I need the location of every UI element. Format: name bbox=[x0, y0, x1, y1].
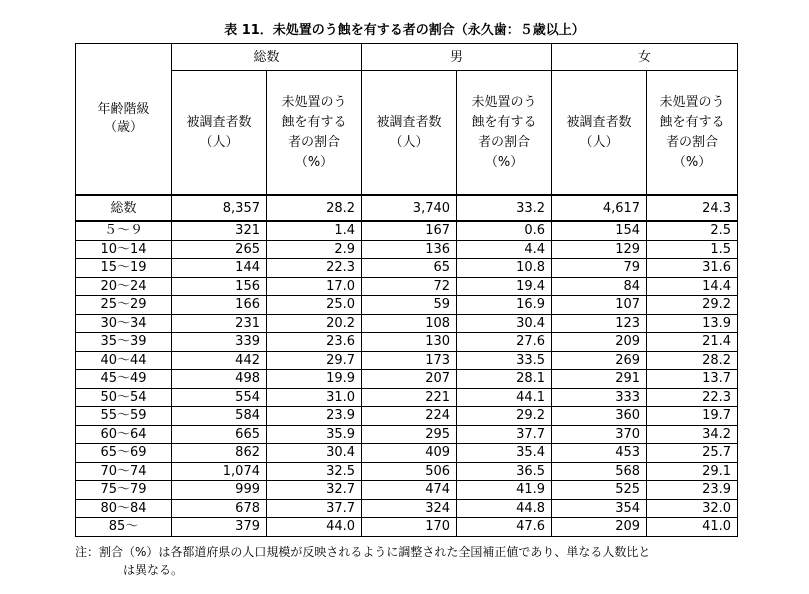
age-group-cell: 35～39 bbox=[76, 333, 172, 352]
examinees-cell: 665 bbox=[172, 425, 267, 444]
examinees-cell: 1,074 bbox=[172, 462, 267, 481]
examinees-header-line: （人） bbox=[579, 134, 619, 150]
age-group-cell: ５～９ bbox=[76, 221, 172, 240]
ratio-cell: 2.5 bbox=[647, 221, 738, 240]
examinees-cell: 129 bbox=[552, 240, 647, 259]
ratio-cell: 24.3 bbox=[647, 195, 738, 221]
ratio-cell: 2.9 bbox=[267, 240, 362, 259]
ratio-cell: 34.2 bbox=[647, 425, 738, 444]
table-row bbox=[76, 240, 738, 259]
table-title: 表 11．未処置のう蝕を有する者の割合（永久歯：５歳以上） bbox=[224, 23, 585, 38]
ratio-cell: 21.4 bbox=[647, 333, 738, 352]
ratio-header-line: （%） bbox=[294, 154, 334, 170]
examinees-cell: 108 bbox=[362, 314, 457, 333]
ratio-cell: 41.0 bbox=[647, 518, 738, 537]
examinees-cell: 130 bbox=[362, 333, 457, 352]
ratio-cell: 37.7 bbox=[267, 499, 362, 518]
examinees-cell: 79 bbox=[552, 259, 647, 278]
ratio-cell: 29.2 bbox=[457, 407, 552, 426]
ratio-cell: 27.6 bbox=[457, 333, 552, 352]
ratio-cell: 31.0 bbox=[267, 388, 362, 407]
examinees-cell: 209 bbox=[552, 518, 647, 537]
table-row bbox=[76, 425, 738, 444]
ratio-cell: 23.9 bbox=[267, 407, 362, 426]
examinees-cell: 123 bbox=[552, 314, 647, 333]
table-row bbox=[76, 462, 738, 481]
ratio-cell: 20.2 bbox=[267, 314, 362, 333]
examinees-cell: 154 bbox=[552, 221, 647, 240]
examinees-cell: 453 bbox=[552, 444, 647, 463]
examinees-cell: 65 bbox=[362, 259, 457, 278]
ratio-cell: 31.6 bbox=[647, 259, 738, 278]
examinees-cell: 8,357 bbox=[172, 195, 267, 221]
examinees-cell: 4,617 bbox=[552, 195, 647, 221]
age-group-header-unit: （歳） bbox=[103, 120, 143, 135]
table-row bbox=[76, 444, 738, 463]
table-row bbox=[76, 221, 738, 240]
examinees-cell: 474 bbox=[362, 481, 457, 500]
ratio-cell: 30.4 bbox=[267, 444, 362, 463]
age-group-cell: 25～29 bbox=[76, 296, 172, 315]
examinees-cell: 207 bbox=[362, 370, 457, 389]
examinees-cell: 295 bbox=[362, 425, 457, 444]
ratio-cell: 33.5 bbox=[457, 351, 552, 370]
examinees-cell: 498 bbox=[172, 370, 267, 389]
examinees-header bbox=[552, 71, 647, 196]
examinees-cell: 269 bbox=[552, 351, 647, 370]
ratio-cell: 28.2 bbox=[647, 351, 738, 370]
age-group-cell: 45～49 bbox=[76, 370, 172, 389]
ratio-cell: 14.4 bbox=[647, 277, 738, 296]
examinees-cell: 321 bbox=[172, 221, 267, 240]
age-group-cell: 60～64 bbox=[76, 425, 172, 444]
ratio-cell: 32.0 bbox=[647, 499, 738, 518]
ratio-cell: 13.7 bbox=[647, 370, 738, 389]
age-group-cell: 80～84 bbox=[76, 499, 172, 518]
ratio-cell: 29.1 bbox=[647, 462, 738, 481]
examinees-header-line: 被調査者数 bbox=[376, 114, 442, 130]
examinees-cell: 173 bbox=[362, 351, 457, 370]
examinees-cell: 84 bbox=[552, 277, 647, 296]
age-group-cell: 15～19 bbox=[76, 259, 172, 278]
ratio-cell: 19.9 bbox=[267, 370, 362, 389]
ratio-cell: 41.9 bbox=[457, 481, 552, 500]
ratio-header-line: 未処置のう bbox=[281, 94, 347, 110]
examinees-cell: 59 bbox=[362, 296, 457, 315]
examinees-cell: 678 bbox=[172, 499, 267, 518]
examinees-cell: 265 bbox=[172, 240, 267, 259]
examinees-header-line: 被調査者数 bbox=[566, 114, 632, 130]
age-group-cell: 75～79 bbox=[76, 481, 172, 500]
ratio-header-line: 者の割合 bbox=[478, 134, 531, 150]
ratio-cell: 35.9 bbox=[267, 425, 362, 444]
table-row bbox=[76, 259, 738, 278]
examinees-cell: 339 bbox=[172, 333, 267, 352]
ratio-cell: 44.8 bbox=[457, 499, 552, 518]
ratio-cell: 28.1 bbox=[457, 370, 552, 389]
ratio-cell: 1.5 bbox=[647, 240, 738, 259]
footnote-line: は異なる。 bbox=[123, 563, 184, 577]
age-group-cell: 20～24 bbox=[76, 277, 172, 296]
ratio-cell: 13.9 bbox=[647, 314, 738, 333]
examinees-cell: 144 bbox=[172, 259, 267, 278]
examinees-cell: 167 bbox=[362, 221, 457, 240]
ratio-cell: 0.6 bbox=[457, 221, 552, 240]
group-header-total: 総数 bbox=[172, 44, 362, 71]
ratio-header-line: 蝕を有する bbox=[471, 114, 537, 130]
footnote-line: 注：割合（%）は各都道府県の人口規模が反映されるように調整された全国補正値であり、単なる人数比と bbox=[75, 545, 651, 559]
examinees-cell: 370 bbox=[552, 425, 647, 444]
ratio-cell: 35.4 bbox=[457, 444, 552, 463]
ratio-cell: 47.6 bbox=[457, 518, 552, 537]
age-group-header-label: 年齢階級 bbox=[97, 102, 150, 117]
examinees-cell: 166 bbox=[172, 296, 267, 315]
ratio-header-line: 蝕を有する bbox=[659, 114, 725, 130]
ratio-cell: 44.1 bbox=[457, 388, 552, 407]
age-group-cell: 10～14 bbox=[76, 240, 172, 259]
table-row bbox=[76, 333, 738, 352]
examinees-cell: 506 bbox=[362, 462, 457, 481]
ratio-cell: 28.2 bbox=[267, 195, 362, 221]
ratio-cell: 29.7 bbox=[267, 351, 362, 370]
ratio-cell: 36.5 bbox=[457, 462, 552, 481]
age-group-cell: 総数 bbox=[76, 195, 172, 221]
age-group-cell: 30～34 bbox=[76, 314, 172, 333]
examinees-cell: 554 bbox=[172, 388, 267, 407]
table-row bbox=[76, 407, 738, 426]
ratio-cell: 25.7 bbox=[647, 444, 738, 463]
ratio-cell: 32.7 bbox=[267, 481, 362, 500]
examinees-cell: 999 bbox=[172, 481, 267, 500]
ratio-header-line: 未処置のう bbox=[659, 94, 725, 110]
age-group-cell: 65～69 bbox=[76, 444, 172, 463]
ratio-cell: 33.2 bbox=[457, 195, 552, 221]
ratio-header-line: 未処置のう bbox=[471, 94, 537, 110]
data-table bbox=[75, 43, 738, 537]
table-row bbox=[76, 518, 738, 537]
examinees-cell: 136 bbox=[362, 240, 457, 259]
table-row bbox=[76, 481, 738, 500]
age-group-cell: 40～44 bbox=[76, 351, 172, 370]
footnote bbox=[75, 543, 755, 579]
ratio-cell: 30.4 bbox=[457, 314, 552, 333]
examinees-header bbox=[362, 71, 457, 196]
ratio-header-line: 者の割合 bbox=[666, 134, 719, 150]
ratio-cell: 19.4 bbox=[457, 277, 552, 296]
examinees-cell: 231 bbox=[172, 314, 267, 333]
examinees-cell: 333 bbox=[552, 388, 647, 407]
table-row bbox=[76, 370, 738, 389]
examinees-cell: 170 bbox=[362, 518, 457, 537]
examinees-header-line: 被調査者数 bbox=[186, 114, 252, 130]
examinees-cell: 379 bbox=[172, 518, 267, 537]
ratio-cell: 4.4 bbox=[457, 240, 552, 259]
table-row bbox=[76, 296, 738, 315]
examinees-header bbox=[172, 71, 267, 196]
ratio-cell: 10.8 bbox=[457, 259, 552, 278]
ratio-header-line: （%） bbox=[672, 154, 712, 170]
ratio-cell: 23.9 bbox=[647, 481, 738, 500]
table-row bbox=[76, 351, 738, 370]
ratio-cell: 29.2 bbox=[647, 296, 738, 315]
ratio-cell: 16.9 bbox=[457, 296, 552, 315]
ratio-cell: 22.3 bbox=[647, 388, 738, 407]
ratio-cell: 32.5 bbox=[267, 462, 362, 481]
group-header-male: 男 bbox=[362, 44, 552, 71]
ratio-cell: 19.7 bbox=[647, 407, 738, 426]
ratio-header bbox=[647, 71, 738, 196]
examinees-cell: 72 bbox=[362, 277, 457, 296]
examinees-cell: 324 bbox=[362, 499, 457, 518]
ratio-cell: 37.7 bbox=[457, 425, 552, 444]
examinees-cell: 354 bbox=[552, 499, 647, 518]
group-header-female: 女 bbox=[552, 44, 738, 71]
examinees-cell: 221 bbox=[362, 388, 457, 407]
table-row bbox=[76, 195, 738, 221]
table-row bbox=[76, 314, 738, 333]
age-group-cell: 55～59 bbox=[76, 407, 172, 426]
examinees-cell: 156 bbox=[172, 277, 267, 296]
table-row bbox=[76, 277, 738, 296]
examinees-header-line: （人） bbox=[389, 134, 429, 150]
ratio-header-line: 者の割合 bbox=[288, 134, 341, 150]
examinees-cell: 409 bbox=[362, 444, 457, 463]
ratio-header bbox=[457, 71, 552, 196]
examinees-cell: 224 bbox=[362, 407, 457, 426]
age-group-cell: 85～ bbox=[76, 518, 172, 537]
examinees-cell: 568 bbox=[552, 462, 647, 481]
examinees-header-line: （人） bbox=[199, 134, 239, 150]
examinees-cell: 209 bbox=[552, 333, 647, 352]
ratio-cell: 1.4 bbox=[267, 221, 362, 240]
examinees-cell: 107 bbox=[552, 296, 647, 315]
ratio-cell: 17.0 bbox=[267, 277, 362, 296]
ratio-cell: 23.6 bbox=[267, 333, 362, 352]
ratio-cell: 22.3 bbox=[267, 259, 362, 278]
examinees-cell: 3,740 bbox=[362, 195, 457, 221]
table-row bbox=[76, 388, 738, 407]
ratio-header-line: 蝕を有する bbox=[281, 114, 347, 130]
ratio-header-line: （%） bbox=[484, 154, 524, 170]
age-group-cell: 50～54 bbox=[76, 388, 172, 407]
ratio-cell: 44.0 bbox=[267, 518, 362, 537]
examinees-cell: 862 bbox=[172, 444, 267, 463]
ratio-header bbox=[267, 71, 362, 196]
ratio-cell: 25.0 bbox=[267, 296, 362, 315]
examinees-cell: 442 bbox=[172, 351, 267, 370]
examinees-cell: 291 bbox=[552, 370, 647, 389]
age-group-header bbox=[76, 44, 172, 196]
examinees-cell: 584 bbox=[172, 407, 267, 426]
age-group-cell: 70～74 bbox=[76, 462, 172, 481]
table-row bbox=[76, 499, 738, 518]
examinees-cell: 525 bbox=[552, 481, 647, 500]
examinees-cell: 360 bbox=[552, 407, 647, 426]
